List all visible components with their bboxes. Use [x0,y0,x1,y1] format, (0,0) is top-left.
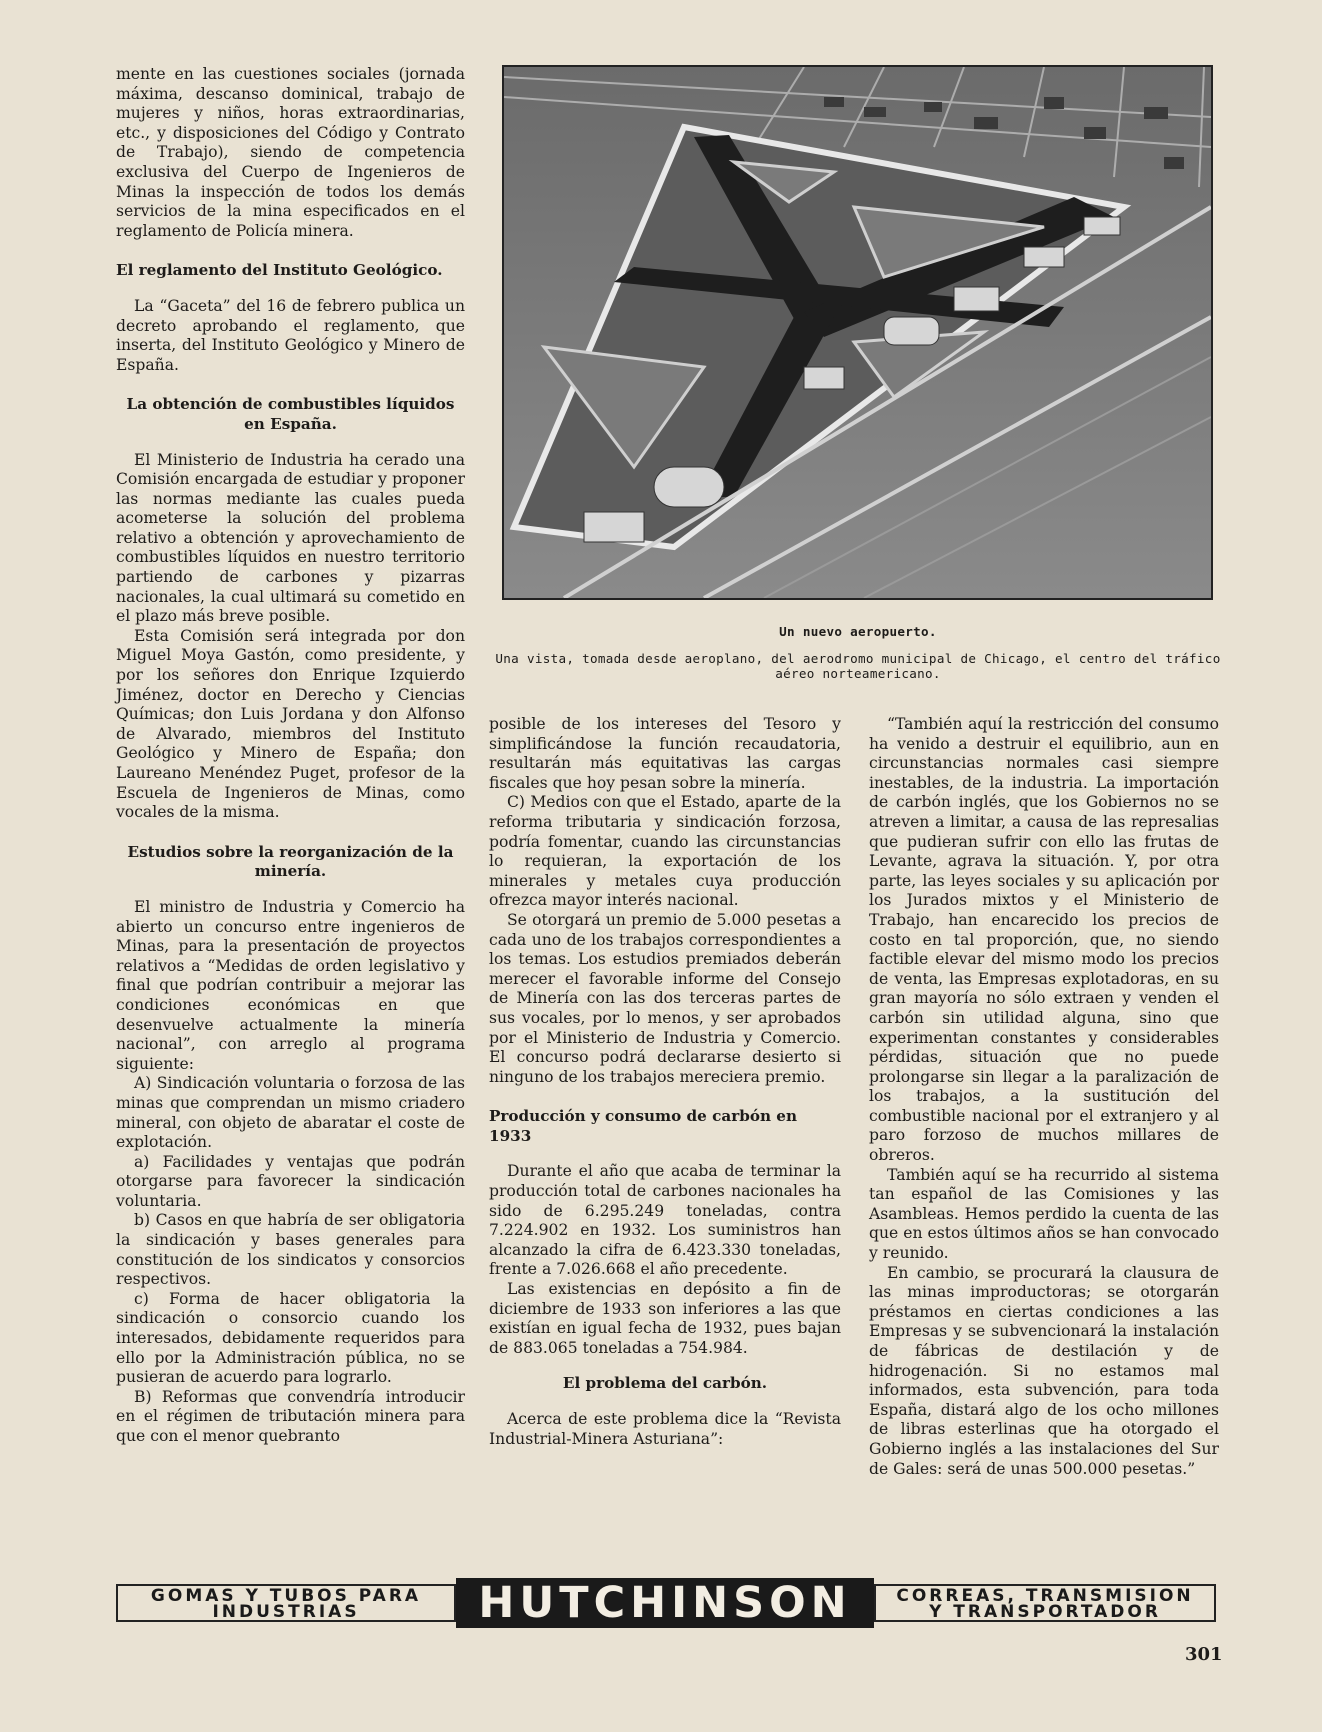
paragraph: B) Reformas que convendría introducir en el régimen de tributación minera para que con el menor quebranto [116,1387,465,1445]
ad-left-line: GOMAS Y TUBOS PARA [150,1586,422,1606]
column-right [869,715,1219,1479]
paragraph: mente en las cuestiones sociales (jornada máxima, descanso dominical, trabajo de mujeres y niños, horas extraordinarias, etc., y disposiciones del Código y Contrato de Trabajo), siendo de competencia exclusiva del Cuerpo de Ingenieros de Minas la inspección de todos los demás servicios de la mina especificados en el reglamento de Policía minera. [116,65,465,240]
section-heading: La obtención de combustibles líquidos en España. [126,395,455,433]
paragraph: Las existencias en depósito a fin de diciembre de 1933 son inferiores a las que existían en igual fecha de 1932, pues bajan de 883.065 toneladas a 754.984. [489,1280,841,1357]
ad-right-line: Y TRANSPORTADOR [929,1602,1161,1622]
paragraph: Se otorgará un premio de 5.000 pesetas a cada uno de los trabajos correspondientes a los temas. Los estudios premiados deberán merecer el favorable informe del Consejo de Minería con las dos terceras partes de sus vocales, por lo menos, y ser aprobados por el Ministerio de Industria y Comercio. El concurso podrá declararse desierto si ninguno de los trabajos mereciera premio. [489,910,841,1086]
ad-right-line: CORREAS, TRANSMISION [896,1586,1194,1606]
airport-illustration [504,67,1211,598]
section-heading: El reglamento del Instituto Geológico. [116,261,443,280]
section-heading: Producción y consumo de carbón en 1933 [489,1107,797,1145]
paragraph: El Ministerio de Industria ha cerado una Comisión encargada de estudiar y proponer las normas mediante las cuales pueda acometerse la solución del problema relativo a obtención y aprovechamiento de combustibles líquidos en nuestro territorio partiendo de carbones y pizarras nacionales, la cual ultimará su cometido en el plazo más breve posible. [116,450,465,626]
paragraph: Durante el año que acaba de terminar la producción total de carbones nacionales ha sido de 6.295.249 toneladas, contra 7.224.902 en 1932. Los suministros han alcanzado la cifra de 6.423.330 toneladas, frente a 7.026.668 el año precedente. [489,1162,841,1279]
paragraph: c) Forma de hacer obligatoria la sindicación o consorcio cuando los interesados, debidamente requeridos para ello por la Administración pública, no se pusieran de acuerdo para lograrlo. [116,1289,465,1387]
caption-text: Una vista, tomada desde aeroplano, del aerodromo municipal de Chicago, el centro del tráfico aéreo norteamericano. [495,651,1221,681]
column-middle [489,715,841,1449]
ad-right-text [874,1584,1216,1622]
paragraph: Esta Comisión será integrada por don Miguel Moya Gastón, como presidente, y por los señores don Enrique Izquierdo Jiménez, doctor en Derecho y Ciencias Químicas; don Luis Jordana y don Alfonso de Alvarado, miembros del Instituto Geológico y Minero de España; don Laureano Menéndez Puget, profesor de la Escuela de Ingenieros de Minas, como vocales de la misma. [116,626,465,822]
paragraph: a) Facilidades y ventajas que podrán otorgarse para favorecer la sindicación voluntaria. [116,1152,465,1210]
paragraph: La “Gaceta” del 16 de febrero publica un decreto aprobando el reglamento, que inserta, del Instituto Geológico y Minero de España. [116,296,465,374]
aerial-photo [502,65,1213,600]
paragraph: En cambio, se procurará la clausura de las minas improductoras; se otorgarán préstamos en ciertas condiciones a las Empresas y se subvencionará la instalación de fábricas de destilación y de hidrogenación. Si no estamos mal informados, esta subvención, para toda España, distará algo de los ocho millones de libras esterlinas que ha otorgado el Gobierno inglés a las instalaciones del Sur de Gales: será de unas 500.000 pesetas.” [869,1263,1219,1478]
advertisement-banner [116,1578,1216,1628]
paragraph: Acerca de este problema dice la “Revista Industrial-Minera Asturiana”: [489,1410,841,1448]
column-left [116,65,465,1447]
ad-brand-logo: HUTCHINSON [456,1578,874,1628]
paragraph: A) Sindicación voluntaria o forzosa de las minas que comprendan un mismo criadero mineral, con objeto de abaratar el coste de explotación. [116,1074,465,1152]
paragraph: El ministro de Industria y Comercio ha abierto un concurso entre ingenieros de Minas, para la presentación de proyectos relativos a “Medidas de orden legislativo y final que podrían contribuir a mejorar las condiciones económicas en que desenvuelve actualmente la minería nacional”, con arreglo al programa siguiente: [116,897,465,1073]
paragraph: También aquí se ha recurrido al sistema tan español de las Comisiones y las Asambleas. Hemos perdido la cuenta de las que en estos últimos años se han convocado y reunido. [869,1165,1219,1263]
ad-left-text [116,1584,456,1622]
paragraph: b) Casos en que habría de ser obligatoria la sindicación y bases generales para constitución de los sindicatos y consorcios respectivos. [116,1211,465,1289]
paragraph: “También aquí la restricción del consumo ha venido a destruir el equilibrio, aun en circunstancias normales casi siempre inestables, de la industria. La importación de carbón inglés, que los Gobiernos no se atreven a limitar, a causa de las represalias que pudieran sufrir con ello las frutas de Levante, agrava la situación. Y, por otra parte, las leyes sociales y su aplicación por los Jurados mixtos y el Ministerio de Trabajo, han encarecido los precios de costo en tal proporción, que, no siendo factible elevar del mismo modo los precios de venta, las Empresas explotadoras, en su gran mayoría no sólo extraen y venden el carbón sin utilidad alguna, sino que experimentan constantes y considerables pérdidas, situación que no puede prolongarse sin llegar a la paralización de los trabajos, a la sustitución del combustible nacional por el extranjero y al paro forzoso de muchos millares de obreros. [869,715,1219,1165]
paragraph: posible de los intereses del Tesoro y simplificándose la función recaudatoria, resultarán más equitativas las cargas fiscales que hoy pesan sobre la minería. [489,715,841,792]
section-heading: Estudios sobre la reorganización de la minería. [127,842,454,881]
section-heading: El problema del carbón. [562,1374,768,1393]
paragraph: C) Medios con que el Estado, aparte de la reforma tributaria y sindicación forzosa, podría fomentar, cuando las circunstancias lo requieran, la exportación de los minerales y metales cuya producción ofrezca mayor interés nacional. [489,793,841,910]
ad-left-line: INDUSTRIAS [212,1602,360,1622]
photo-caption [492,624,1224,681]
caption-title: Un nuevo aeropuerto. [779,624,937,639]
page-number: 301 [1185,1644,1223,1665]
